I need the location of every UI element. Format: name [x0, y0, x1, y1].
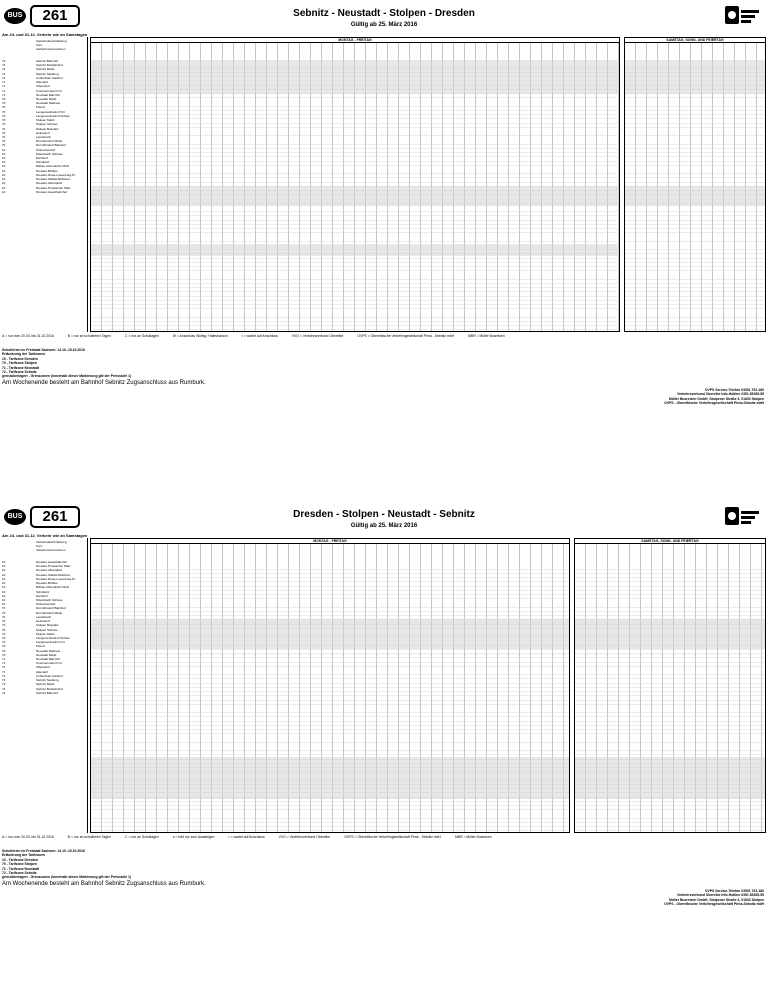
list-item: Müller Busreisen GmbH, Stolpener Straße 4, 01833 Stolpen: [669, 396, 764, 401]
list-item: 70: [2, 96, 6, 101]
list-item: 70: [2, 635, 6, 640]
list-item: 71 - Tarifzone Neustadt: [2, 866, 40, 871]
list-item: Dresden Hauptbahnhof: [36, 189, 68, 194]
list-item: 71: [2, 673, 6, 678]
legend: [2, 835, 766, 839]
list-item: Dürrröhrsdorf Bahnhof: [36, 143, 66, 148]
list-item: Dürrröhrsdorf Markt: [36, 139, 63, 144]
stop-list: [36, 59, 88, 194]
list-item: Bühlau Ullersdorfer Platz: [36, 585, 70, 590]
legend-row: [2, 334, 766, 338]
list-item: C = nur an Schultagen: [124, 835, 159, 839]
list-item: 10: [2, 589, 6, 594]
list-item: 10: [2, 151, 6, 156]
list-item: 70 - Tarifzone Stolpen: [2, 361, 37, 366]
list-item: Polenz: [36, 644, 46, 649]
list-item: Langenwolmsdorf Schule: [36, 113, 70, 118]
list-item: 10 - Tarifzone Dresden: [2, 857, 39, 862]
list-item: Stolpen Busplatz: [36, 623, 59, 628]
weekend-block: [624, 37, 766, 332]
list-item: 10: [2, 576, 6, 581]
list-item: VVO = Verkehrsverbund Oberelbe: [278, 835, 331, 839]
list-item: Neustadt Markt: [36, 96, 57, 101]
list-item: 70: [2, 134, 6, 139]
list-item: 71 - Tarifzone Neustadt: [2, 365, 40, 370]
timetable-header: [0, 501, 768, 541]
list-item: 72: [2, 71, 6, 76]
weekday-block: [90, 538, 570, 833]
list-item: 10: [2, 560, 6, 564]
list-item: Neustadt Rathaus: [36, 648, 61, 653]
list-item: Krumhermsdorf Ort: [36, 661, 62, 666]
notes: [2, 849, 562, 888]
list-item: grenzüberlagert - Grenzzonen (innerhalb dieser Markierung gilt der Preisstufe 1): [2, 374, 132, 379]
timetable-header: [0, 0, 768, 40]
list-item: 70: [2, 614, 6, 619]
list-item: Dresden Pirnaischer Platz: [36, 564, 71, 569]
list-item: 71: [2, 657, 6, 662]
operator-logo-icon: [724, 4, 760, 26]
list-item: 70: [2, 640, 6, 645]
list-item: Wünschendorf: [36, 602, 56, 607]
stop-header-course: Kurs: [36, 544, 43, 548]
list-item: Lauterbach: [36, 614, 52, 619]
list-item: 10: [2, 572, 6, 577]
list-item: Dresden Albertplatz: [36, 568, 63, 573]
list-item: VVO = Verkehrsverbund Oberelbe: [291, 334, 344, 338]
route-title: Dresden - Stolpen - Neustadt - Sebnitz: [293, 509, 475, 520]
stop-header-restriction: Verkehrsbeschränkung: [36, 540, 67, 544]
list-item: 70: [2, 105, 6, 110]
list-item: OVPS - Oberelbische Verkehrsgesellschaft Pirna-Sebnitz mbH: [664, 401, 764, 406]
list-item: Verkehrsverbund Oberelbe Info-Hotline 0351 85265-55: [677, 893, 764, 898]
stop-header: [36, 540, 67, 552]
list-item: 71: [2, 75, 6, 80]
list-item: Helmsdorf: [36, 619, 50, 624]
notes-list: [2, 849, 562, 880]
weekday-label: MONTAG - FREITAG: [91, 38, 619, 43]
list-item: Erläuterung der Tarifzonen: [2, 853, 46, 858]
list-item: 10: [2, 181, 6, 186]
list-item: 10: [2, 147, 6, 152]
zone-list: [2, 59, 32, 194]
list-item: OVPS Service-Telefon 03501 792-180: [704, 889, 764, 893]
list-item: B = nur an schulfreien Tagen: [67, 334, 111, 338]
list-item: Sebnitz Siedlung: [36, 71, 59, 76]
legend: [2, 334, 766, 338]
list-item: Verkehrsverbund Oberelbe Info-Hotline 0351 85265-55: [677, 392, 764, 397]
list-item: Sebnitz Bahnhof: [36, 690, 59, 695]
timetable-grid: [0, 538, 768, 833]
contact-info: [504, 388, 764, 406]
list-item: B = nur an schulfreien Tagen: [67, 835, 111, 839]
list-item: Sebnitz Busbahnhof: [36, 686, 63, 691]
list-item: Bühlau Ullersdorfer Platz: [36, 164, 70, 169]
list-item: Dresden Hauptbahnhof: [36, 560, 68, 564]
list-item: W = Anschluss Wolfsg. Haltewunsch: [172, 334, 228, 338]
list-item: A = nur vom 20.03. bis 31.10.2016: [2, 334, 54, 338]
weekday-block: [90, 37, 620, 332]
list-item: Stolpen Schloss: [36, 627, 58, 632]
list-item: 70: [2, 122, 6, 127]
list-item: 71: [2, 80, 6, 85]
list-item: Sebnitz Markt: [36, 67, 55, 72]
list-item: MBR = Müller Busreisen: [468, 334, 505, 338]
validity-date: Gültig ab 25. März 2016: [350, 22, 418, 28]
line-number: 261: [30, 5, 80, 27]
stop-header-operator: Verkehrsunternehmen: [36, 47, 66, 51]
list-item: Stolpen Markt: [36, 631, 55, 636]
list-item: OVPS = Oberelbische Verkehrsgesellschaft Pirna - Sebnitz mbH: [357, 334, 455, 338]
list-item: 10: [2, 189, 6, 194]
list-item: Dürrröhrsdorf Markt: [36, 610, 63, 615]
weekend-block: [574, 538, 766, 833]
list-item: 71: [2, 88, 6, 93]
list-item: 70: [2, 648, 6, 653]
list-item: Schullwitz: [36, 160, 50, 165]
list-item: 72 - Tarifzone Sebnitz: [2, 871, 37, 876]
list-item: Stolpen Markt: [36, 118, 55, 123]
list-item: r = wartet auf Anschluss: [228, 835, 265, 839]
timetable-grid: [0, 37, 768, 332]
list-item: 72: [2, 63, 6, 68]
legend-row: [2, 835, 766, 839]
list-item: 72 - Tarifzone Sebnitz: [2, 370, 37, 375]
list-item: 70: [2, 139, 6, 144]
list-item: Stolpen Schloss: [36, 122, 58, 127]
list-item: 71: [2, 92, 6, 97]
list-item: Polenz: [36, 105, 46, 110]
list-item: Altendorf: [36, 80, 49, 85]
list-item: Schulferien im Freistaat Sachsen: 14.10.-15.10.2016: [2, 849, 85, 853]
notes-list: [2, 348, 562, 379]
list-item: Dittersbach Schloss: [36, 151, 63, 156]
list-item: 10: [2, 172, 6, 177]
list-item: Dittersbach Schloss: [36, 597, 63, 602]
list-item: 10: [2, 160, 6, 165]
list-item: MBR = Müller Busreisen: [454, 835, 492, 839]
list-item: 71: [2, 661, 6, 666]
list-item: Dresden Pirnaischer Platz: [36, 185, 71, 190]
list-item: 70: [2, 610, 6, 615]
list-item: 70: [2, 644, 6, 649]
list-item: 71: [2, 84, 6, 89]
stop-header-course: Kurs: [36, 43, 43, 47]
list-item: 70: [2, 623, 6, 628]
stop-column: [0, 538, 88, 833]
list-item: 72: [2, 678, 6, 683]
list-item: Neustadt Rathaus: [36, 101, 61, 106]
list-item: Lichtenhain Gasthof: [36, 75, 63, 80]
list-item: Dresden Bühlau: [36, 581, 58, 586]
list-item: Dresden Albertplatz: [36, 181, 63, 186]
list-item: 10: [2, 564, 6, 569]
list-item: 10: [2, 597, 6, 602]
list-item: Neustadt Bahnhof: [36, 657, 61, 662]
list-item: 70: [2, 118, 6, 123]
list-item: Erläuterung der Tarifzonen: [2, 352, 46, 357]
list-item: 70: [2, 606, 6, 611]
list-item: Sebnitz Markt: [36, 682, 55, 687]
list-item: Dresden Rosa-Luxemburg-Pl.: [36, 172, 76, 177]
stop-header-operator: Verkehrsunternehmen: [36, 548, 66, 552]
list-item: 70: [2, 113, 6, 118]
list-item: 70: [2, 101, 6, 106]
list-item: Lauterbach: [36, 134, 52, 139]
list-item: 71: [2, 665, 6, 670]
weekday-label: MONTAG - FREITAG: [91, 539, 569, 544]
validity-date: Gültig ab 25. März 2016: [350, 523, 418, 529]
list-item: Neustadt Bahnhof: [36, 92, 61, 97]
bus-badge: BUS: [4, 509, 26, 525]
weekend-label: SAMSTAG, SONN- UND FEIERTAG: [625, 38, 765, 43]
list-item: A = nur vom 20.03. bis 31.10.2016: [2, 835, 54, 839]
list-item: Altendorf: [36, 669, 49, 674]
line-number: 261: [30, 506, 80, 528]
list-item: Ulbersdorf: [36, 84, 50, 89]
list-item: Dresden Waldschlößchen: [36, 177, 71, 182]
stop-header-restriction: Verkehrsbeschränkung: [36, 39, 67, 43]
list-item: s = hält nur zum Aussteigen: [172, 835, 215, 839]
list-item: Dürrröhrsdorf Bahnhof: [36, 606, 66, 611]
list-item: Sebnitz Siedlung: [36, 678, 59, 683]
weekend-label: SAMSTAG, SONN- UND FEIERTAG: [575, 539, 765, 544]
list-item: 10: [2, 593, 6, 598]
list-item: 72: [2, 690, 6, 695]
list-item: 10: [2, 164, 6, 169]
list-item: Langenwolmsdorf Ort: [36, 640, 65, 645]
list-item: C = nur an Schultagen: [124, 334, 159, 338]
holiday-note: Am 24. und 31.12. Verkehr wie an Samstagen: [2, 533, 88, 538]
list-item: Müller Busreisen GmbH, Stolpener Straße 4, 01833 Stolpen: [669, 897, 764, 902]
stop-list: [36, 560, 88, 695]
list-item: Lichtenhain Gasthof: [36, 673, 63, 678]
list-item: Neustadt Markt: [36, 652, 57, 657]
list-item: Schulferien im Freistaat Sachsen: 14.10.-15.10.2016: [2, 348, 85, 352]
list-item: Langenwolmsdorf Ort: [36, 109, 65, 114]
list-item: 70: [2, 143, 6, 148]
list-item: 70: [2, 631, 6, 636]
timetable-dresden-sebnitz: [0, 501, 768, 1002]
list-item: 10: [2, 602, 6, 607]
list-item: 70: [2, 130, 6, 135]
list-item: 10: [2, 168, 6, 173]
list-item: 10 - Tarifzone Dresden: [2, 356, 39, 361]
list-item: 70: [2, 652, 6, 657]
route-title: Sebnitz - Neustadt - Stolpen - Dresden: [293, 8, 475, 19]
weekend-note: Am Wochenende besteht am Bahnhof Sebnitz Zugsanschluss aus Rumburk.: [2, 880, 206, 887]
list-item: 10: [2, 585, 6, 590]
list-item: 70: [2, 126, 6, 131]
list-item: OVPS - Oberelbische Verkehrsgesellschaft Pirna-Sebnitz mbH: [664, 902, 764, 907]
list-item: r = wartet auf Anschluss: [241, 334, 278, 338]
notes: [2, 348, 562, 387]
list-item: Helmsdorf: [36, 130, 50, 135]
zone-list: [2, 560, 32, 695]
list-item: Ulbersdorf: [36, 665, 50, 670]
list-item: Stolpen Busplatz: [36, 126, 59, 131]
list-item: OVPS Service-Telefon 03501 792-180: [704, 388, 764, 392]
list-item: 70: [2, 619, 6, 624]
list-item: Sebnitz Bahnhof: [36, 59, 59, 63]
list-item: 10: [2, 156, 6, 161]
list-item: Dresden Bühlau: [36, 168, 58, 173]
list-item: 70 - Tarifzone Stolpen: [2, 862, 37, 867]
list-item: grenzüberlagert - Grenzzonen (innerhalb dieser Markierung gilt der Preisstufe 1): [2, 875, 132, 880]
contact-info: [504, 889, 764, 907]
list-item: 10: [2, 177, 6, 182]
operator-logo-icon: [724, 505, 760, 527]
list-item: Dresden Waldschlößchen: [36, 572, 71, 577]
list-item: Sebnitz Busbahnhof: [36, 63, 63, 68]
list-item: 70: [2, 109, 6, 114]
list-item: Wünschendorf: [36, 147, 56, 152]
list-item: Schullwitz: [36, 589, 50, 594]
stop-header: [36, 39, 67, 51]
list-item: Krumhermsdorf Ort: [36, 88, 62, 93]
list-item: 72: [2, 686, 6, 691]
list-item: 70: [2, 627, 6, 632]
holiday-note: Am 24. und 31.12. Verkehr wie an Samstagen: [2, 32, 88, 37]
list-item: Eschdorf: [36, 593, 48, 598]
list-item: Eschdorf: [36, 156, 48, 161]
bus-badge: BUS: [4, 8, 26, 24]
stop-column: [0, 37, 88, 332]
weekend-note: Am Wochenende besteht am Bahnhof Sebnitz Zugsanschluss aus Rumburk.: [2, 379, 206, 386]
list-item: 72: [2, 59, 6, 63]
list-item: 71: [2, 669, 6, 674]
list-item: Dresden Rosa-Luxemburg-Pl.: [36, 576, 76, 581]
list-item: OVPS = Oberelbische Verkehrsgesellschaft Pirna - Sebnitz mbH: [344, 835, 441, 839]
list-item: 10: [2, 581, 6, 586]
list-item: 72: [2, 67, 6, 72]
list-item: Langenwolmsdorf Schule: [36, 635, 70, 640]
list-item: 10: [2, 568, 6, 573]
list-item: 10: [2, 185, 6, 190]
list-item: 72: [2, 682, 6, 687]
